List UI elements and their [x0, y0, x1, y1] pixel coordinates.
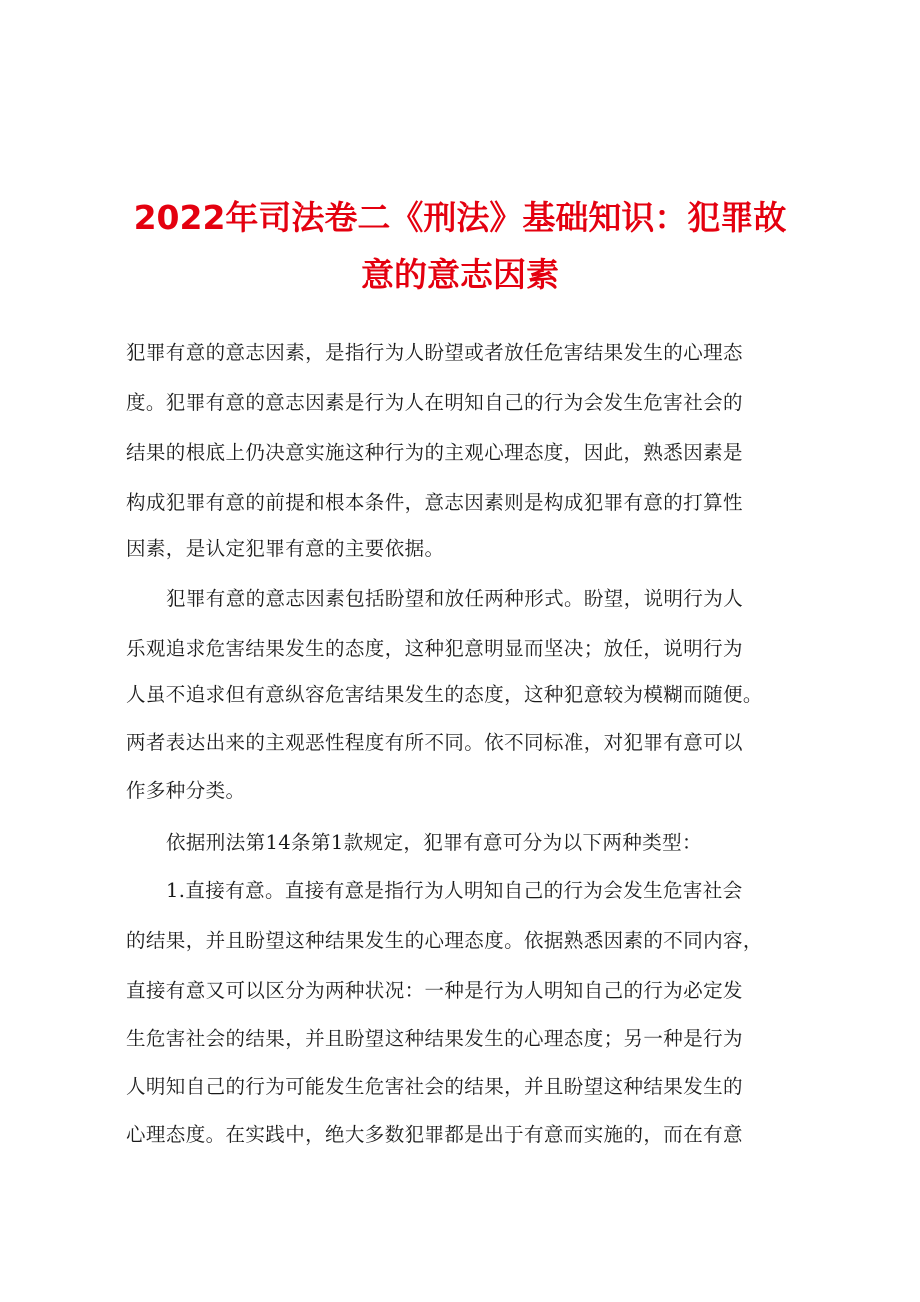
body-text-line: 结果的根底上仍决意实施这种行为的主观心理态度，因此，熟悉因素是	[126, 441, 743, 464]
body-text-line: 犯罪有意的意志因素，是指行为人盼望或者放任危害结果发生的心理态	[126, 341, 743, 364]
body-text-line: 直接有意又可以区分为两种状况：一种是行为人明知自己的行为必定发	[126, 979, 743, 1002]
body-text-line: 依据刑法第14条第1款规定，犯罪有意可分为以下两种类型：	[166, 831, 702, 854]
body-text-line: 人虽不追求但有意纵容危害结果发生的态度，这种犯意较为模糊而随便。	[126, 683, 763, 706]
body-text-line: 两者表达出来的主观恶性程度有所不同。依不同标准，对犯罪有意可以	[126, 731, 743, 754]
body-text-line: 生危害社会的结果，并且盼望这种结果发生的心理态度；另一种是行为	[126, 1027, 743, 1050]
body-text-line: 1.直接有意。直接有意是指行为人明知自己的行为会发生危害社会	[166, 879, 743, 902]
body-text-line: 度。犯罪有意的意志因素是行为人在明知自己的行为会发生危害社会的	[126, 391, 743, 414]
document-title-line-1: 2022年司法卷二《刑法》基础知识：犯罪故	[133, 198, 787, 237]
body-text-line: 乐观追求危害结果发生的态度，这种犯意明显而坚决；放任，说明行为	[126, 637, 743, 660]
body-text-line: 构成犯罪有意的前提和根本条件，意志因素则是构成犯罪有意的打算性	[126, 491, 743, 514]
body-text-line: 犯罪有意的意志因素包括盼望和放任两种形式。盼望，说明行为人	[166, 587, 744, 610]
body-text-line: 的结果，并且盼望这种结果发生的心理态度。依据熟悉因素的不同内容，	[126, 929, 763, 952]
body-text-line: 因素，是认定犯罪有意的主要依据。	[126, 537, 445, 560]
body-text-line: 人明知自己的行为可能发生危害社会的结果，并且盼望这种结果发生的	[126, 1075, 743, 1098]
document-title-line-2: 意的意志因素	[361, 255, 559, 294]
body-text-line: 作多种分类。	[126, 779, 246, 802]
body-text-line: 心理态度。在实践中，绝大多数犯罪都是出于有意而实施的，而在有意	[126, 1123, 743, 1146]
